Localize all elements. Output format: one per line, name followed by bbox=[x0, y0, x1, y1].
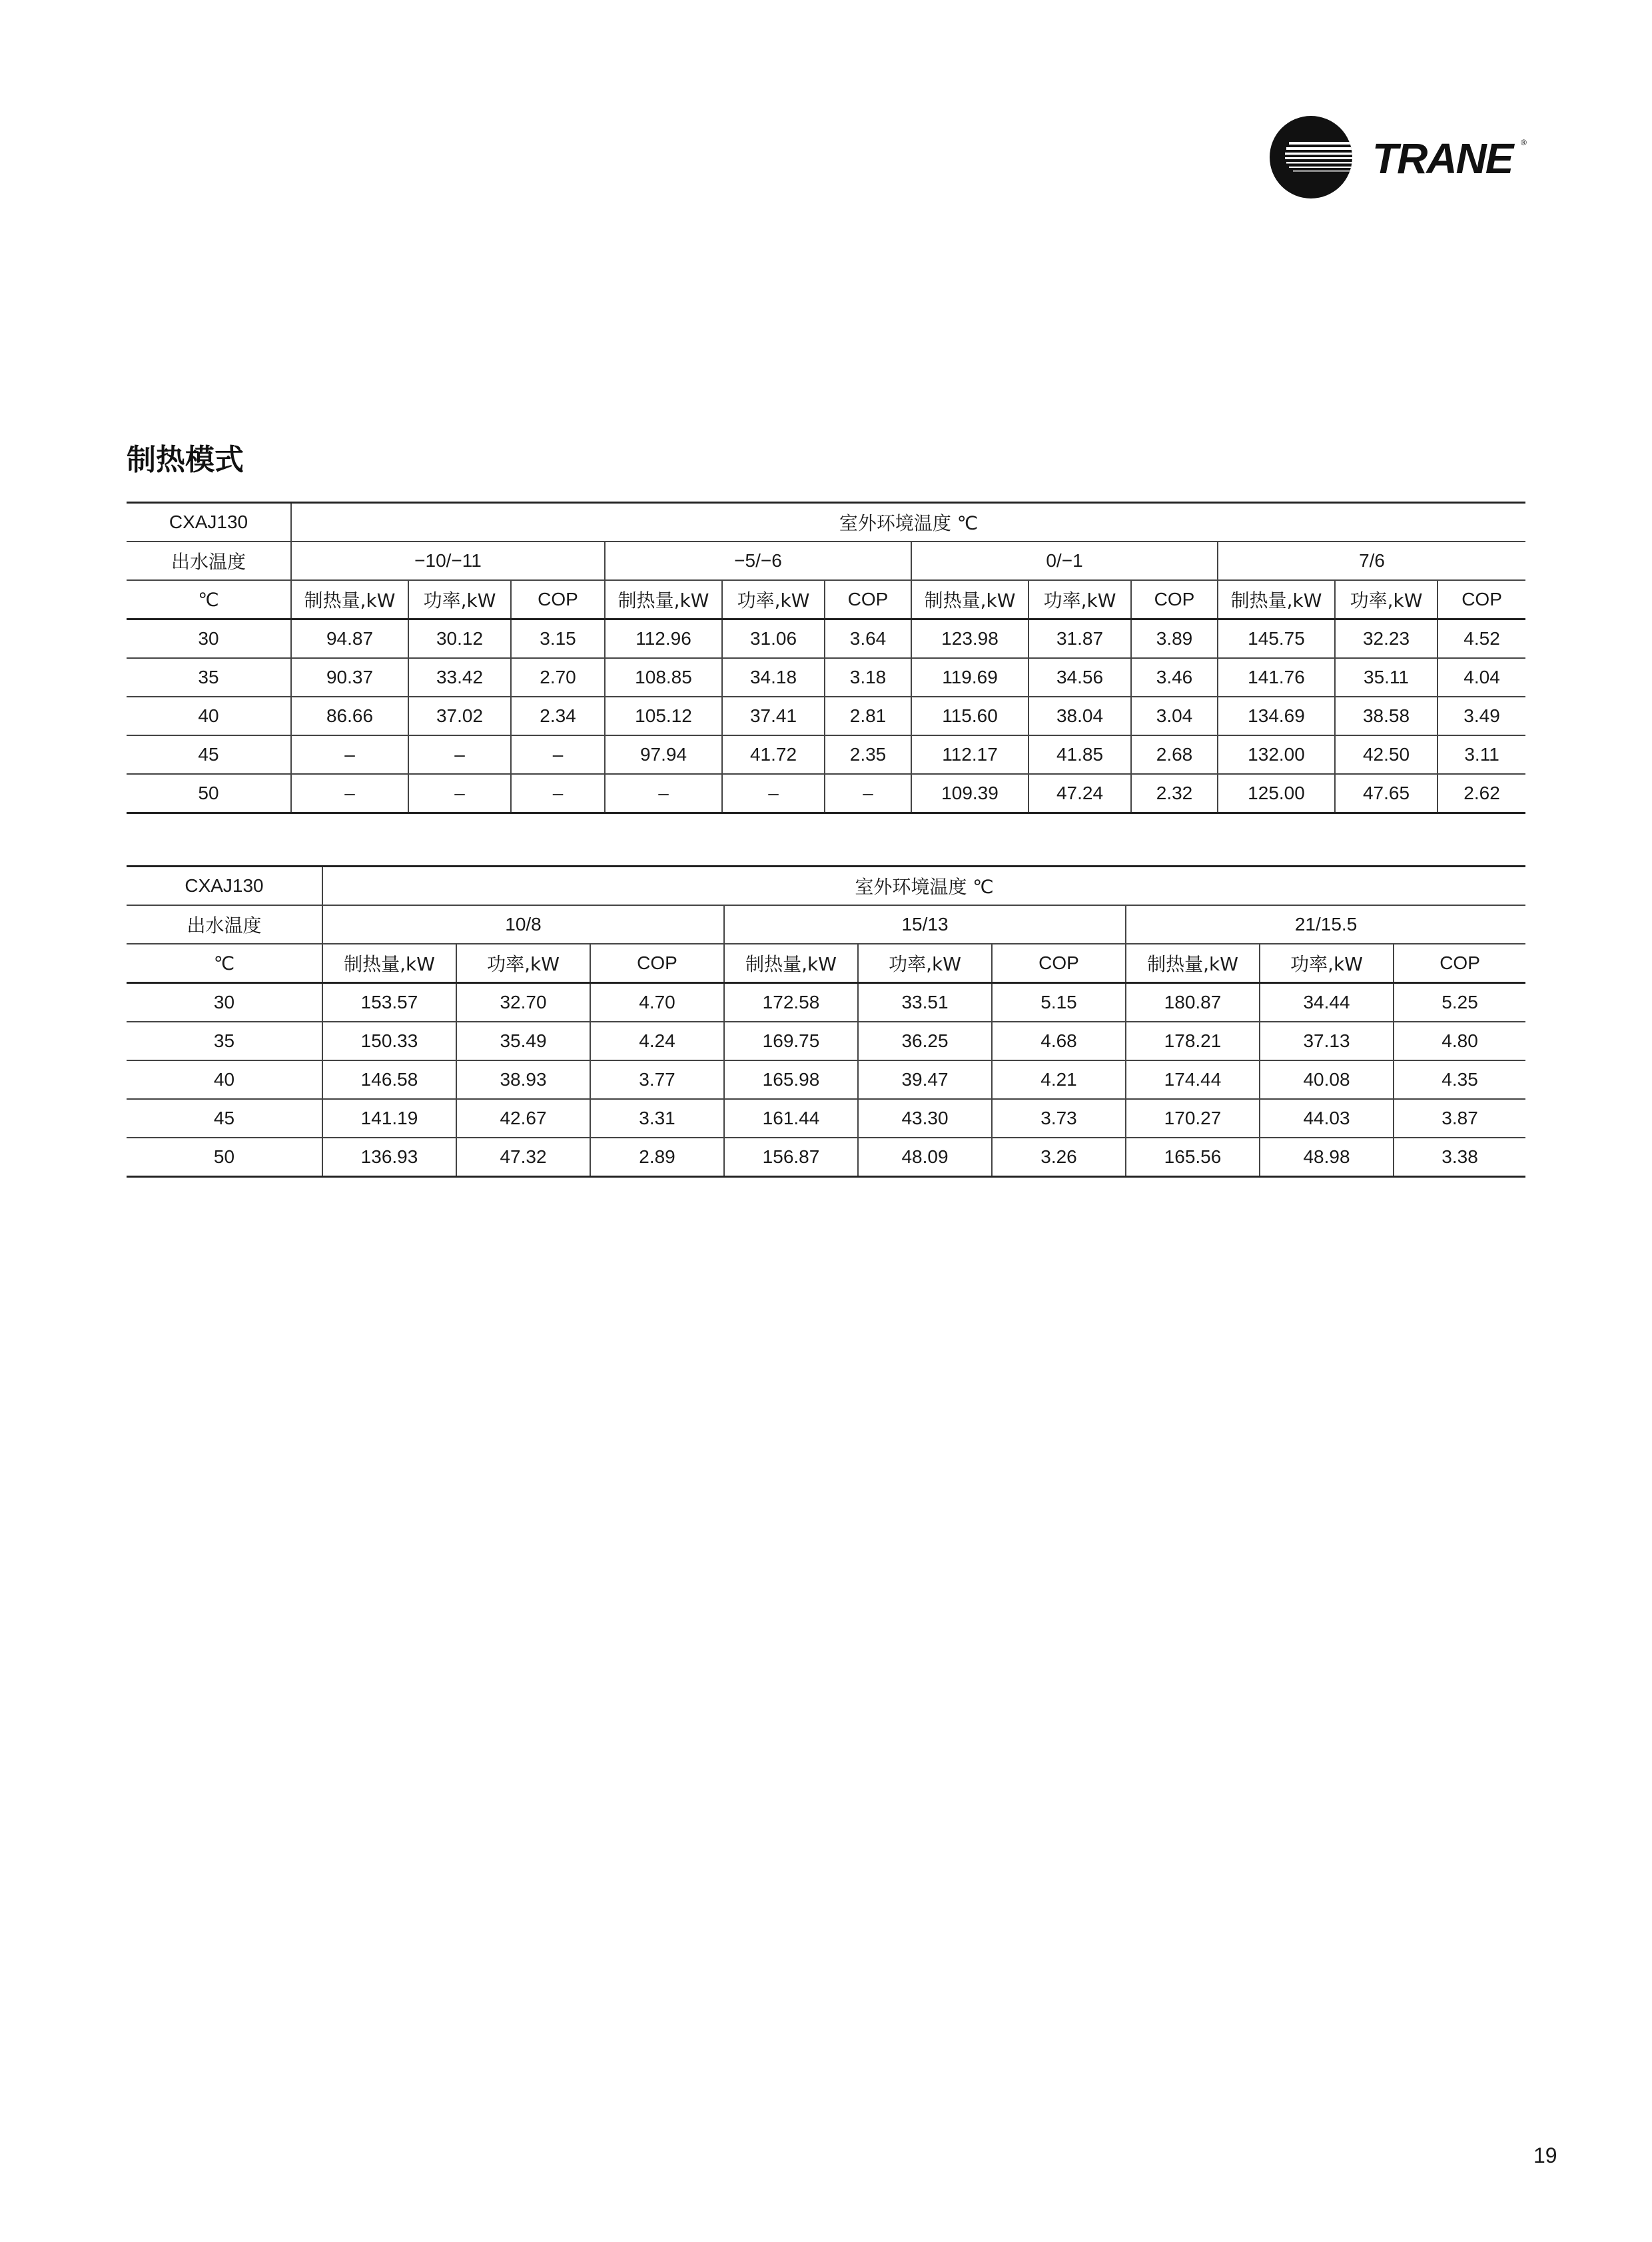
table-cell: 161.44 bbox=[724, 1099, 858, 1138]
table-cell: – bbox=[291, 735, 408, 774]
table-cell: 44.03 bbox=[1260, 1099, 1394, 1138]
table-cell: 4.52 bbox=[1438, 619, 1525, 659]
table-cell: 3.18 bbox=[825, 658, 911, 697]
unit-label: ℃ bbox=[127, 944, 322, 983]
table-cell: 2.34 bbox=[511, 697, 605, 735]
table-cell: 156.87 bbox=[724, 1138, 858, 1177]
group-header: −10/−11 bbox=[291, 542, 605, 580]
section-title: 制热模式 bbox=[127, 443, 244, 477]
table-cell: 150.33 bbox=[322, 1022, 456, 1060]
table-cell: 4.80 bbox=[1394, 1022, 1525, 1060]
table-cell: 4.24 bbox=[590, 1022, 724, 1060]
table-cell: 39.47 bbox=[858, 1060, 992, 1099]
table-row bbox=[127, 867, 1525, 906]
table-cell: 48.98 bbox=[1260, 1138, 1394, 1177]
table-cell: 47.65 bbox=[1335, 774, 1438, 813]
column-header: COP bbox=[1131, 580, 1218, 619]
outlet-temp-label: 出水温度 bbox=[127, 542, 291, 580]
table-row bbox=[127, 542, 1525, 580]
table-cell: 42.67 bbox=[456, 1099, 590, 1138]
table-cell: 3.64 bbox=[825, 619, 911, 659]
group-header: 7/6 bbox=[1218, 542, 1525, 580]
table-cell: 33.42 bbox=[408, 658, 511, 697]
table-cell: 42.50 bbox=[1335, 735, 1438, 774]
table-cell: 108.85 bbox=[605, 658, 722, 697]
table-cell: 3.11 bbox=[1438, 735, 1525, 774]
trane-logo bbox=[1269, 115, 1535, 208]
table-cell: 30.12 bbox=[408, 619, 511, 659]
page-number: 19 bbox=[1533, 2143, 1557, 2167]
table-row bbox=[127, 697, 1525, 735]
ambient-temp-header: 室外环境温度 ℃ bbox=[291, 503, 1525, 542]
column-header: 功率,kW bbox=[1335, 580, 1438, 619]
table-cell: 4.04 bbox=[1438, 658, 1525, 697]
table-cell: 112.17 bbox=[911, 735, 1029, 774]
column-header: COP bbox=[1394, 944, 1525, 983]
group-header: 15/13 bbox=[724, 905, 1126, 944]
table-cell: 180.87 bbox=[1126, 983, 1260, 1022]
table-cell: 31.06 bbox=[722, 619, 825, 659]
table-cell: 172.58 bbox=[724, 983, 858, 1022]
table-cell: 165.56 bbox=[1126, 1138, 1260, 1177]
table-cell: 3.46 bbox=[1131, 658, 1218, 697]
table-row bbox=[127, 735, 1525, 774]
table-cell: 119.69 bbox=[911, 658, 1029, 697]
table-cell: 47.24 bbox=[1029, 774, 1131, 813]
table-cell: 3.49 bbox=[1438, 697, 1525, 735]
table-cell: – bbox=[511, 774, 605, 813]
column-header: 制热量,kW bbox=[322, 944, 456, 983]
table-cell: 2.35 bbox=[825, 735, 911, 774]
outlet-temp-cell: 30 bbox=[127, 983, 322, 1022]
table-cell: 178.21 bbox=[1126, 1022, 1260, 1060]
brand-wordmark: TRANE bbox=[1372, 135, 1513, 183]
table-cell: 47.32 bbox=[456, 1138, 590, 1177]
table-cell: – bbox=[722, 774, 825, 813]
table-cell: 141.76 bbox=[1218, 658, 1335, 697]
table-cell: 38.04 bbox=[1029, 697, 1131, 735]
table-cell: 115.60 bbox=[911, 697, 1029, 735]
table-cell: 3.38 bbox=[1394, 1138, 1525, 1177]
table-cell: 5.25 bbox=[1394, 983, 1525, 1022]
table-cell: 170.27 bbox=[1126, 1099, 1260, 1138]
table-cell: 153.57 bbox=[322, 983, 456, 1022]
table-cell: 34.44 bbox=[1260, 983, 1394, 1022]
table-cell: 37.41 bbox=[722, 697, 825, 735]
table-row bbox=[127, 905, 1525, 944]
table-cell: – bbox=[511, 735, 605, 774]
outlet-temp-label: 出水温度 bbox=[127, 905, 322, 944]
table-row bbox=[127, 1138, 1525, 1177]
column-header: 制热量,kW bbox=[291, 580, 408, 619]
table-row bbox=[127, 580, 1525, 619]
table-cell: – bbox=[408, 735, 511, 774]
table-cell: 5.15 bbox=[992, 983, 1126, 1022]
column-header: 制热量,kW bbox=[911, 580, 1029, 619]
table-row bbox=[127, 944, 1525, 983]
table-cell: 145.75 bbox=[1218, 619, 1335, 659]
table-cell: 2.62 bbox=[1438, 774, 1525, 813]
column-header: 功率,kW bbox=[1029, 580, 1131, 619]
group-header: 10/8 bbox=[322, 905, 724, 944]
table-cell: 97.94 bbox=[605, 735, 722, 774]
unit-label: ℃ bbox=[127, 580, 291, 619]
model-cell: CXAJ130 bbox=[127, 503, 291, 542]
table-cell: 3.26 bbox=[992, 1138, 1126, 1177]
table-row bbox=[127, 774, 1525, 813]
column-header: 制热量,kW bbox=[1218, 580, 1335, 619]
table-cell: 35.49 bbox=[456, 1022, 590, 1060]
table-cell: 123.98 bbox=[911, 619, 1029, 659]
table-row bbox=[127, 983, 1525, 1022]
table-cell: 4.70 bbox=[590, 983, 724, 1022]
table-cell: 35.11 bbox=[1335, 658, 1438, 697]
table-cell: 48.09 bbox=[858, 1138, 992, 1177]
column-header: COP bbox=[590, 944, 724, 983]
table-cell: 146.58 bbox=[322, 1060, 456, 1099]
table-cell: – bbox=[291, 774, 408, 813]
table-cell: 174.44 bbox=[1126, 1060, 1260, 1099]
table-cell: 105.12 bbox=[605, 697, 722, 735]
outlet-temp-cell: 35 bbox=[127, 1022, 322, 1060]
outlet-temp-cell: 40 bbox=[127, 697, 291, 735]
heating-table-2 bbox=[127, 865, 1525, 1178]
table-cell: 2.89 bbox=[590, 1138, 724, 1177]
table-cell: – bbox=[605, 774, 722, 813]
table-cell: 2.32 bbox=[1131, 774, 1218, 813]
table-cell: 125.00 bbox=[1218, 774, 1335, 813]
column-header: COP bbox=[825, 580, 911, 619]
outlet-temp-cell: 50 bbox=[127, 1138, 322, 1177]
table-cell: 32.70 bbox=[456, 983, 590, 1022]
table-cell: 3.87 bbox=[1394, 1099, 1525, 1138]
table-cell: 3.77 bbox=[590, 1060, 724, 1099]
table-cell: – bbox=[408, 774, 511, 813]
outlet-temp-cell: 50 bbox=[127, 774, 291, 813]
table-cell: 4.21 bbox=[992, 1060, 1126, 1099]
table-cell: – bbox=[825, 774, 911, 813]
column-header: 功率,kW bbox=[722, 580, 825, 619]
table-cell: 32.23 bbox=[1335, 619, 1438, 659]
table-cell: 3.04 bbox=[1131, 697, 1218, 735]
heating-table-1 bbox=[127, 502, 1525, 814]
table-row bbox=[127, 1099, 1525, 1138]
table-cell: 38.93 bbox=[456, 1060, 590, 1099]
group-header: −5/−6 bbox=[605, 542, 911, 580]
outlet-temp-cell: 45 bbox=[127, 1099, 322, 1138]
table-cell: 86.66 bbox=[291, 697, 408, 735]
column-header: 功率,kW bbox=[858, 944, 992, 983]
table-row bbox=[127, 503, 1525, 542]
table-cell: 90.37 bbox=[291, 658, 408, 697]
table-cell: 36.25 bbox=[858, 1022, 992, 1060]
table-cell: 169.75 bbox=[724, 1022, 858, 1060]
table-cell: 4.35 bbox=[1394, 1060, 1525, 1099]
table-cell: 38.58 bbox=[1335, 697, 1438, 735]
table-cell: 34.56 bbox=[1029, 658, 1131, 697]
outlet-temp-cell: 35 bbox=[127, 658, 291, 697]
group-header: 0/−1 bbox=[911, 542, 1218, 580]
column-header: COP bbox=[1438, 580, 1525, 619]
model-cell: CXAJ130 bbox=[127, 867, 322, 906]
table-cell: 4.68 bbox=[992, 1022, 1126, 1060]
table-cell: 112.96 bbox=[605, 619, 722, 659]
registered-mark: ® bbox=[1521, 138, 1527, 147]
table-cell: 3.15 bbox=[511, 619, 605, 659]
table-cell: 41.72 bbox=[722, 735, 825, 774]
table-cell: 109.39 bbox=[911, 774, 1029, 813]
table-row bbox=[127, 658, 1525, 697]
table-cell: 41.85 bbox=[1029, 735, 1131, 774]
table-cell: 40.08 bbox=[1260, 1060, 1394, 1099]
column-header: 制热量,kW bbox=[605, 580, 722, 619]
table-cell: 94.87 bbox=[291, 619, 408, 659]
table-cell: 33.51 bbox=[858, 983, 992, 1022]
table-cell: 134.69 bbox=[1218, 697, 1335, 735]
ambient-temp-header: 室外环境温度 ℃ bbox=[322, 867, 1525, 906]
table-row bbox=[127, 1022, 1525, 1060]
column-header: 功率,kW bbox=[1260, 944, 1394, 983]
table-cell: 2.81 bbox=[825, 697, 911, 735]
column-header: 制热量,kW bbox=[1126, 944, 1260, 983]
group-header: 21/15.5 bbox=[1126, 905, 1525, 944]
table-cell: 34.18 bbox=[722, 658, 825, 697]
column-header: 功率,kW bbox=[456, 944, 590, 983]
table-row bbox=[127, 1060, 1525, 1099]
table-cell: 3.89 bbox=[1131, 619, 1218, 659]
column-header: COP bbox=[511, 580, 605, 619]
table-cell: 2.68 bbox=[1131, 735, 1218, 774]
table-cell: 136.93 bbox=[322, 1138, 456, 1177]
trane-globe-icon bbox=[1269, 115, 1353, 199]
table-cell: 2.70 bbox=[511, 658, 605, 697]
table-row bbox=[127, 619, 1525, 659]
table-cell: 31.87 bbox=[1029, 619, 1131, 659]
outlet-temp-cell: 45 bbox=[127, 735, 291, 774]
table-cell: 37.13 bbox=[1260, 1022, 1394, 1060]
table-cell: 165.98 bbox=[724, 1060, 858, 1099]
table-cell: 3.73 bbox=[992, 1099, 1126, 1138]
table-cell: 132.00 bbox=[1218, 735, 1335, 774]
column-header: 功率,kW bbox=[408, 580, 511, 619]
table-cell: 43.30 bbox=[858, 1099, 992, 1138]
table-cell: 37.02 bbox=[408, 697, 511, 735]
table-cell: 141.19 bbox=[322, 1099, 456, 1138]
outlet-temp-cell: 40 bbox=[127, 1060, 322, 1099]
table-cell: 3.31 bbox=[590, 1099, 724, 1138]
column-header: COP bbox=[992, 944, 1126, 983]
column-header: 制热量,kW bbox=[724, 944, 858, 983]
outlet-temp-cell: 30 bbox=[127, 619, 291, 659]
